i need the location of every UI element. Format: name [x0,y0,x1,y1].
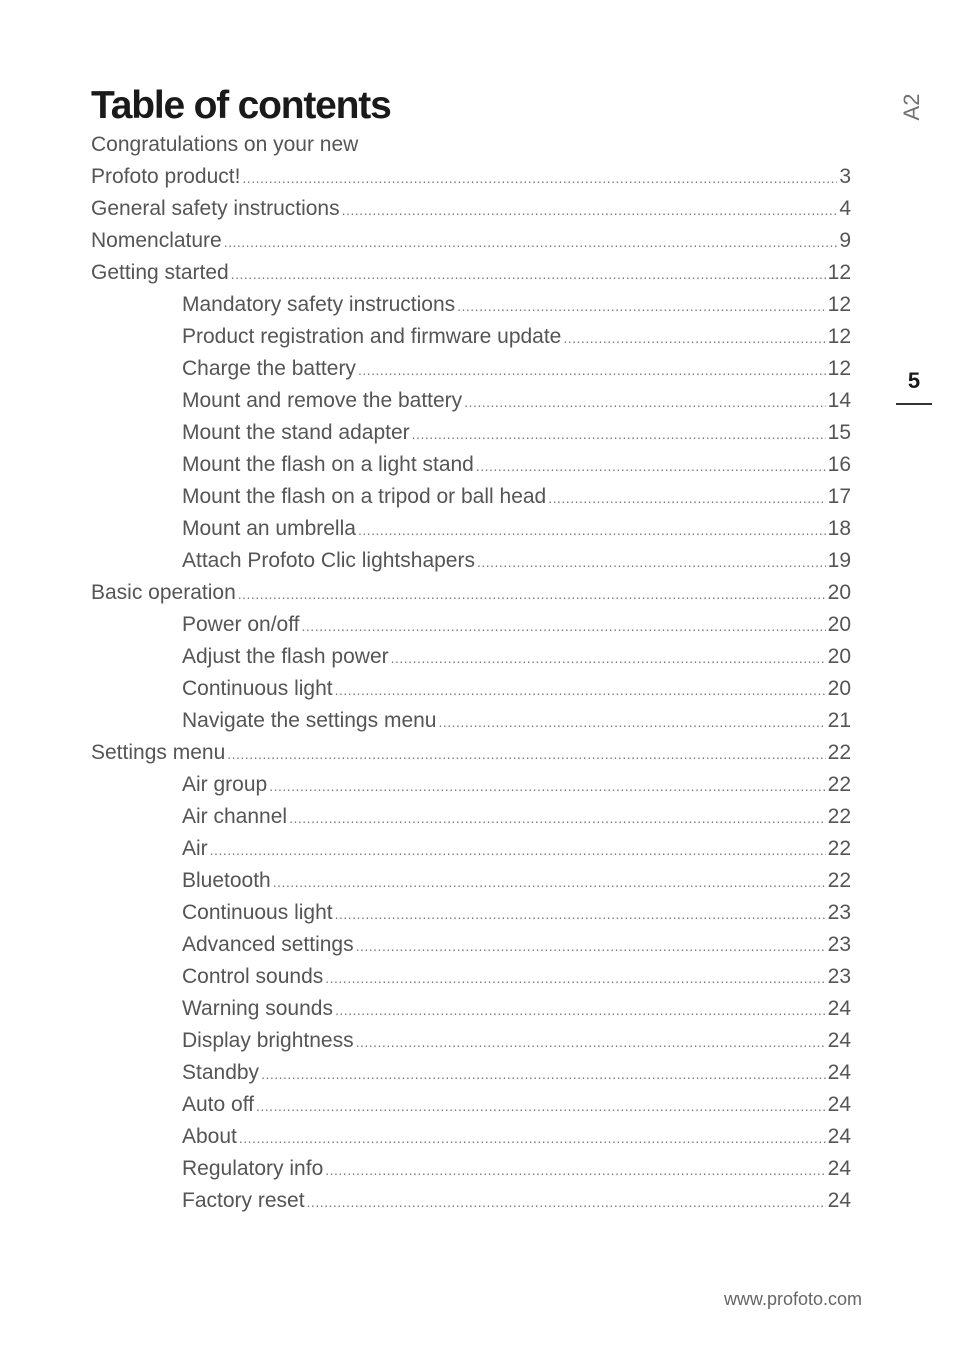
toc-entry-page: 4 [839,197,851,220]
page-number: 5 [907,368,921,393]
toc-entry[interactable] [91,929,851,961]
toc-entry-page: 24 [827,1189,851,1212]
toc-dot-leader [412,418,826,450]
toc-dot-leader [335,994,826,1026]
toc-dot-leader [477,546,826,578]
toc-entry-label: Getting started [91,261,229,284]
toc-entry-label: Air group [182,773,268,796]
toc-entry[interactable] [91,161,851,193]
toc-entry[interactable] [91,801,851,833]
toc-entry-page: 14 [827,389,851,412]
section-code: A2 [899,93,924,121]
toc-dot-leader [239,1122,826,1154]
toc-entry[interactable] [91,225,851,257]
toc-entry-label: Warning sounds [182,997,333,1020]
toc-entry-page: 20 [827,677,851,700]
toc-entry-label: Display brightness [182,1029,354,1052]
toc-entry[interactable] [91,449,851,481]
toc-entry-page: 23 [827,901,851,924]
toc-dot-leader [457,290,826,322]
toc-dot-leader [224,226,838,258]
toc-entry[interactable] [91,961,851,993]
toc-entry-label: Bluetooth [182,869,271,892]
toc-entry[interactable] [91,865,851,897]
toc-entry-label: Attach Profoto Clic lightshapers [182,549,475,572]
toc-entry[interactable] [91,321,851,353]
toc-entry-page: 24 [827,1093,851,1116]
toc-entry-page: 19 [827,549,851,572]
toc-dot-leader [356,1026,826,1058]
toc-entry[interactable] [91,257,851,289]
toc-dot-leader [227,738,825,770]
toc-entry-page: 20 [827,613,851,636]
toc-entry-page: 24 [827,1125,851,1148]
toc-entry[interactable] [91,737,851,769]
toc-entry-label: Mount the stand adapter [182,421,410,444]
toc-entry[interactable] [91,545,851,577]
toc-entry-page: 20 [827,581,851,604]
toc-entry[interactable] [91,481,851,513]
toc-dot-leader [273,866,826,898]
toc-entry[interactable] [91,769,851,801]
toc-dot-leader [307,1186,826,1218]
toc-entry[interactable] [91,193,851,225]
toc-dot-leader [563,322,825,354]
toc-entry[interactable] [91,673,851,705]
toc-entry-label: Navigate the settings menu [182,709,437,732]
toc-dot-leader [231,258,826,290]
toc-entry-label: Mount the flash on a tripod or ball head [182,485,547,508]
toc-entry-label: Nomenclature [91,229,222,252]
toc-entry-label: Auto off [182,1093,255,1116]
footer-url: www.profoto.com [723,1289,862,1309]
toc-entry[interactable] [91,897,851,929]
toc-entry-label: Regulatory info [182,1157,324,1180]
toc-entry-page: 12 [827,293,851,316]
toc-entry[interactable] [91,609,851,641]
toc-entry-label: Advanced settings [182,933,354,956]
table-of-contents [91,129,851,1217]
toc-entry-page: 20 [827,645,851,668]
toc-dot-leader [238,578,826,610]
toc-entries [91,161,851,1217]
toc-entry[interactable] [91,833,851,865]
toc-entry[interactable] [91,1057,851,1089]
toc-entry-page: 22 [827,869,851,892]
toc-entry-label: Settings menu [91,741,226,764]
toc-entry[interactable] [91,1153,851,1185]
toc-dot-leader [325,1154,825,1186]
toc-dot-leader [261,1058,826,1090]
toc-dot-leader [256,1090,826,1122]
toc-entry[interactable] [91,577,851,609]
toc-dot-leader [242,162,837,194]
toc-entry[interactable] [91,1121,851,1153]
toc-dot-leader [464,386,825,418]
toc-entry-label: Continuous light [182,677,333,700]
toc-entry-page: 22 [827,773,851,796]
toc-entry-page: 24 [827,1029,851,1052]
toc-dot-leader [356,930,826,962]
toc-dot-leader [438,706,825,738]
toc-entry-label: Product registration and firmware update [182,325,562,348]
toc-entry[interactable] [91,1089,851,1121]
toc-entry[interactable] [91,385,851,417]
toc-entry-label: Charge the battery [182,357,356,380]
toc-entry-page: 23 [827,933,851,956]
toc-entry-label: Mount an umbrella [182,517,356,540]
toc-entry-label: Adjust the flash power [182,645,389,668]
toc-entry-page: 16 [827,453,851,476]
toc-dot-leader [391,642,826,674]
toc-entry-label: Mandatory safety instructions [182,293,456,316]
toc-entry-page: 12 [827,357,851,380]
toc-dot-leader [269,770,825,802]
toc-entry-page: 17 [827,485,851,508]
toc-dot-leader [476,450,826,482]
toc-entry[interactable] [91,641,851,673]
toc-entry[interactable] [91,417,851,449]
toc-entry-label: Power on/off [182,613,300,636]
toc-dot-leader [358,514,826,546]
toc-dot-leader [302,610,826,642]
toc-entry-page: 22 [827,837,851,860]
toc-intro-line: Congratulations on your new [91,133,359,156]
toc-entry-page: 21 [827,709,851,732]
toc-entry-page: 22 [827,805,851,828]
toc-entry-page: 23 [827,965,851,988]
toc-entry-label: Air [182,837,208,860]
toc-entry[interactable] [91,993,851,1025]
toc-entry-page: 24 [827,1061,851,1084]
toc-dot-leader [342,194,838,226]
toc-entry[interactable] [91,289,851,321]
toc-dot-leader [548,482,825,514]
toc-dot-leader [335,898,826,930]
toc-entry[interactable] [91,1185,851,1217]
toc-entry-page: 22 [827,741,851,764]
toc-dot-leader [289,802,826,834]
toc-entry-page: 24 [827,997,851,1020]
toc-entry-label: Basic operation [91,581,236,604]
toc-entry-page: 9 [839,229,851,252]
toc-entry-page: 12 [827,325,851,348]
toc-entry-label: Mount and remove the battery [182,389,463,412]
toc-dot-leader [358,354,826,386]
toc-entry-label: Continuous light [182,901,333,924]
toc-entry-label: Profoto product! [91,165,241,188]
page-title: Table of contents [91,84,391,127]
toc-entry-page: 15 [827,421,851,444]
toc-entry[interactable] [91,353,851,385]
toc-entry-label: About [182,1125,237,1148]
toc-entry-page: 18 [827,517,851,540]
toc-dot-leader [325,962,825,994]
toc-entry-label: Air channel [182,805,288,828]
toc-entry-label: Control sounds [182,965,324,988]
toc-entry-label: Mount the flash on a light stand [182,453,474,476]
toc-entry[interactable] [91,513,851,545]
toc-entry-page: 12 [827,261,851,284]
toc-entry-label: General safety instructions [91,197,340,220]
toc-entry-label: Standby [182,1061,260,1084]
toc-dot-leader [335,674,826,706]
toc-entry[interactable] [91,705,851,737]
page-number-underline [896,403,932,405]
toc-dot-leader [210,834,826,866]
toc-entry[interactable] [91,1025,851,1057]
toc-entry-label: Factory reset [182,1189,305,1212]
toc-entry-page: 24 [827,1157,851,1180]
toc-entry-page: 3 [839,165,851,188]
